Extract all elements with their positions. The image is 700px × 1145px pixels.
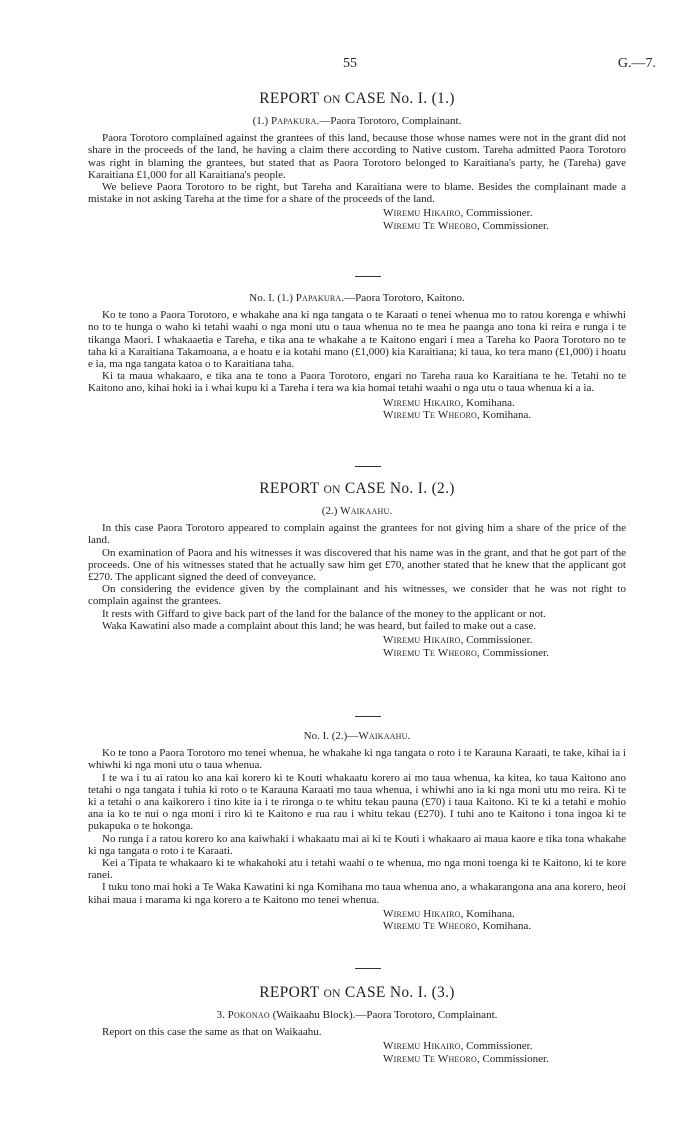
paragraph: Waka Kawatini also made a complaint about this land; he was heard, but failed to make out a case. [102, 619, 537, 632]
signature-block [383, 908, 626, 933]
title-report: REPORT [259, 480, 320, 497]
signatory-name: Wiremu Hikairo [383, 634, 461, 647]
paragraph: On considering the evidence given by the complainant and his witnesses, we consider that he was not right to complain against the grantees. [88, 583, 626, 608]
signatory-name: Wiremu Hikairo [383, 207, 461, 220]
subtitle-rest: . [407, 730, 411, 742]
signatory-name: Wiremu Te Wheoro [383, 920, 478, 933]
signatory-role: , Komihana. [460, 907, 515, 920]
section-divider [355, 968, 381, 969]
title-report: REPORT [259, 984, 320, 1001]
paragraph: In this case Paora Torotoro appeared to complain against the grantees for not giving him a share of the price of the land. [88, 522, 626, 547]
signature-block [383, 397, 626, 422]
section-subtitle [88, 115, 626, 127]
title-case: CASE No. I. (2.) [344, 480, 455, 497]
paragraph: Ko te tono a Paora Torotoro mo tenei whenua, he whakahe ki nga tangata o roto i te Karauna Karaati, te take, kihai ia i whiwhi ki nga moni utu o taua whenua. [88, 747, 626, 772]
title-on: ON [323, 94, 341, 106]
report-case-1-1 [88, 90, 626, 232]
signatory-name: Wiremu Hikairo [383, 1040, 461, 1053]
signatory-role: , Commissioner. [477, 219, 549, 232]
subtitle-number: 3. [216, 1009, 225, 1021]
signature-block [383, 207, 626, 232]
section-divider [355, 716, 381, 717]
document-reference: G.—7. [617, 56, 656, 71]
paragraph: No runga i a ratou korero ko ana kaiwhaki i whakaatu mai ai ki te Kouti i whakaaro ai maua kaore e tika tona whakahe ki nga tangata o roto i te Karaati. [88, 832, 626, 857]
section-subtitle [88, 505, 626, 517]
maori-case-1-2 [88, 730, 626, 933]
signatory-role: , Komihana. [477, 409, 532, 422]
signatory-name: Wiremu Hikairo [383, 907, 461, 920]
paragraph: Kei a Tipata te whakaaro ki te whakahoki atu i tetahi waahi o te whenua, mo nga moni toenga ki te Kaitono, ki te kore ranei. [88, 857, 626, 882]
paragraph: Ki ta maua whakaaro, e tika ana te tono a Paora Torotoro, engari no Tareha raua ko Karaitiana te he. Tetahi no te Kaitono ano, kihai hoki ia i whai kupu ki a Tareha i tera wa kia homai tetahi waahi o nga utu o taua whenua ki a ia. [88, 370, 626, 395]
subtitle-place: Papakura [270, 115, 317, 127]
section-title [88, 984, 626, 1003]
paragraph: I tuku tono mai hoki a Te Waka Kawatini ki nga Komihana mo taua whenua ano, a whakarangona ana ana korero, heoi kihai maua i marama ki nga korero a te Kaitono mo tenei whenua. [88, 881, 626, 906]
paragraph: We believe Paora Torotoro to be right, but Tareha and Karaitiana were to blame. Besides the complainant made a mistake in not asking Tareha at the time for a share of the proceeds of the land. [88, 181, 626, 206]
subtitle-rest: .—Paora Torotoro, Complainant. [316, 115, 462, 127]
title-on: ON [323, 484, 341, 496]
section-subtitle [88, 292, 626, 304]
paragraph: Ko te tono a Paora Torotoro, e whakahe ana ki nga tangata o te Karaati o tenei whenua mo to ratou korenga e whiwhi no to te hunga o waho ki tetahi waahi o nga moni utu o taua whenua no te mea he paanga ano tona ki reira e runga i te tikanga Maori. I whakaaetia e Tareha, e tika ana te whakahe a te Kaitono engari i mea a Tareha ko Paora Torotoro no te taha ki a Karaitiana Takamoana, a e hoatu e ia kotahi mano (£1,000) kia Karaitiana; ki taua, ko tera mano (£1,000) i hoatu e ia, ma nga tangata katoa o to Karaitiana taha. [88, 309, 626, 371]
paragraph: On examination of Paora and his witnesses it was discovered that his name was in the grant, and that he got part of the proceeds. One of his witnesses stated that he actually saw him get £70, another stated that he knew that the applicant got £270. The applicant signed the deed of conveyance. [88, 546, 626, 584]
signatory-role: , Commissioner. [477, 1052, 549, 1065]
signatory-name: Wiremu Hikairo [383, 396, 461, 409]
maori-case-1-1 [88, 292, 626, 422]
subtitle-place: Waikaahu [358, 730, 408, 742]
section-title [88, 480, 626, 499]
section-divider [355, 276, 381, 277]
page-number: 55 [343, 56, 357, 71]
section-title [88, 90, 626, 109]
subtitle-rest: (Waikaahu Block).—Paora Torotoro, Complainant. [269, 1009, 498, 1021]
signatory-role: , Commissioner. [460, 1040, 533, 1053]
title-report: REPORT [259, 90, 320, 107]
paragraph: I te wa i tu ai ratou ko ana kai korero ki te Kouti whakaatu korero ai mo taua whenua, ka kitea, ko taua Kaitono ano tetahi o nga tangata i tuhia ki roto o te Karauna Karaati mo taua whenua, i whiwhi ano ia ki nga moni utu mo reira. Ki te ki a tetahi o ana kaikorero i tino kite ia i te rironga o te whitu tekau pauna (£70) i taua Kaitono. Ki te ki a tetahi e mohio ana ia ko te nui o nga moni i riro ki te Kaitono e rua rau i whitu tekau (£270). I tuhi ano te Kaitono i tona ingoa ki te pukapuka o te hokonga. [88, 771, 626, 833]
title-on: ON [323, 988, 341, 1000]
signatory-name: Wiremu Te Wheoro [383, 1052, 478, 1065]
signatory-role: , Commissioner. [460, 207, 533, 220]
subtitle-place: Waikaahu [340, 505, 390, 517]
signatory-role: , Commissioner. [477, 646, 549, 659]
title-case: CASE No. I. (3.) [344, 984, 455, 1001]
subtitle-number: (2.) [321, 505, 338, 517]
subtitle-number: No. I. (2.)— [303, 730, 359, 742]
subtitle-number: (1.) [252, 115, 269, 127]
signatory-name: Wiremu Te Wheoro [383, 219, 478, 232]
signatory-role: , Commissioner. [460, 634, 533, 647]
paragraph: It rests with Giffard to give back part of the land for the balance of the money to the applicant or not. [102, 607, 546, 620]
title-case: CASE No. I. (1.) [344, 90, 455, 107]
subtitle-rest: .—Paora Torotoro, Kaitono. [341, 292, 465, 304]
signature-block [383, 634, 626, 659]
paragraph: Paora Torotoro complained against the grantees of this land, because those whose names were not in the grant did not share in the proceeds of the land, he having a claim there according to Native custom. Tareha admitted Paora Torotoro was right in blaming the grantees, but stated that as Paora Torotoro belonged to Karaitiana's party, he (Tareha) gave Karaitiana £1,000 for all Karaitiana's people. [88, 132, 626, 181]
subtitle-number: No. I. (1.) [249, 292, 293, 304]
signatory-name: Wiremu Te Wheoro [383, 409, 478, 422]
section-divider [355, 466, 381, 467]
section-subtitle [88, 730, 626, 742]
subtitle-rest: . [389, 505, 393, 517]
paragraph: Report on this case the same as that on Waikaahu. [102, 1026, 322, 1039]
report-case-1-2 [88, 480, 626, 659]
signatory-role: , Komihana. [460, 396, 515, 409]
section-subtitle [88, 1009, 626, 1021]
signatory-role: , Komihana. [477, 920, 532, 933]
subtitle-place: Papakura [295, 292, 342, 304]
signatory-name: Wiremu Te Wheoro [383, 646, 478, 659]
subtitle-place: Pokonao [227, 1009, 270, 1021]
report-case-1-3 [88, 984, 626, 1065]
signature-block [383, 1040, 626, 1065]
